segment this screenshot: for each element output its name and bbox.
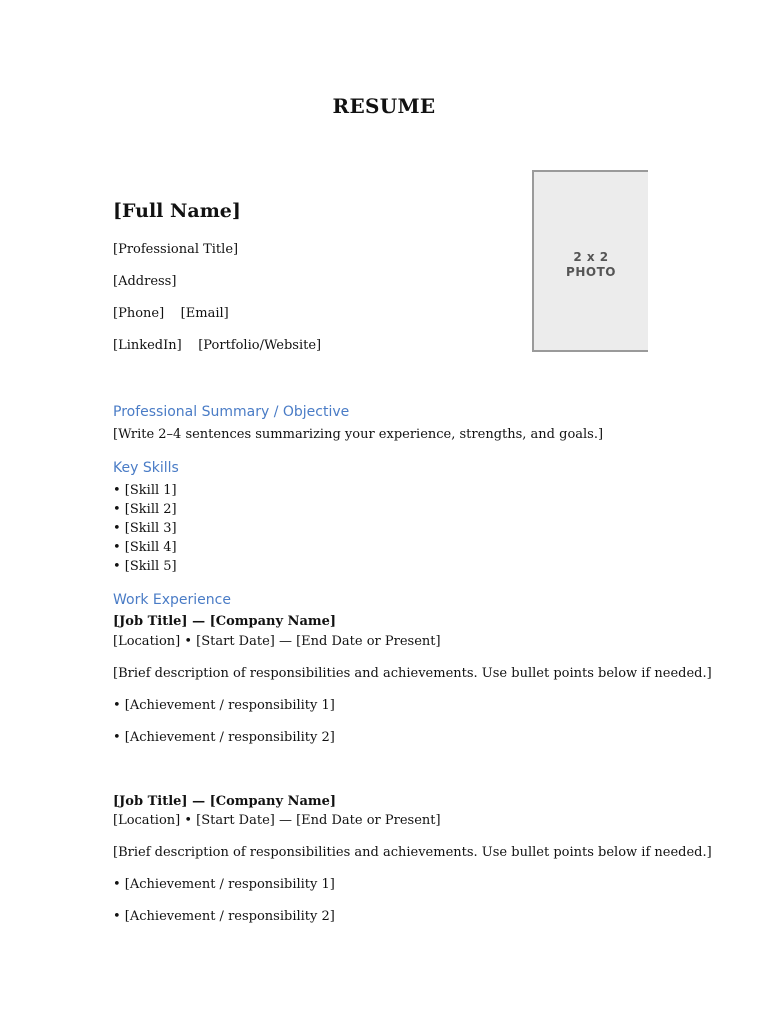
job-meta: [Location] • [Start Date] — [End Date or Present] xyxy=(113,634,441,649)
job-description: [Brief description of responsibilities and achievements. Use bullet points below if needed.] xyxy=(113,845,712,860)
professional-title: [Professional Title] xyxy=(113,242,239,257)
skill-item: • [Skill 2] xyxy=(113,502,177,517)
full-name: [Full Name] xyxy=(113,200,241,222)
photo-placeholder xyxy=(532,170,648,352)
job-bullet: • [Achievement / responsibility 2] xyxy=(113,730,335,745)
address: [Address] xyxy=(113,274,177,289)
job-bullet: • [Achievement / responsibility 1] xyxy=(113,877,335,892)
job-meta: [Location] • [Start Date] — [End Date or Present] xyxy=(113,813,441,828)
skill-item: • [Skill 4] xyxy=(113,540,177,555)
skill-item: • [Skill 5] xyxy=(113,559,177,574)
photo-label xyxy=(534,250,648,280)
linkedin-portfolio: [LinkedIn] [Portfolio/Website] xyxy=(113,338,322,353)
job-title: [Job Title] — [Company Name] xyxy=(113,794,337,809)
skills-heading: Key Skills xyxy=(113,460,179,476)
document-title: RESUME xyxy=(332,94,436,118)
job-description: [Brief description of responsibilities and achievements. Use bullet points below if needed.] xyxy=(113,666,712,681)
job-title: [Job Title] — [Company Name] xyxy=(113,614,337,629)
photo-size-label: 2 x 2 xyxy=(573,250,609,264)
summary-text: [Write 2–4 sentences summarizing your experience, strengths, and goals.] xyxy=(113,427,604,442)
job-bullet: • [Achievement / responsibility 2] xyxy=(113,909,335,924)
phone-email: [Phone] [Email] xyxy=(113,306,229,321)
job-bullet: • [Achievement / responsibility 1] xyxy=(113,698,335,713)
skill-item: • [Skill 1] xyxy=(113,483,177,498)
experience-heading: Work Experience xyxy=(113,592,231,608)
photo-text-label: PHOTO xyxy=(566,265,616,279)
summary-heading: Professional Summary / Objective xyxy=(113,404,350,420)
skill-item: • [Skill 3] xyxy=(113,521,177,536)
